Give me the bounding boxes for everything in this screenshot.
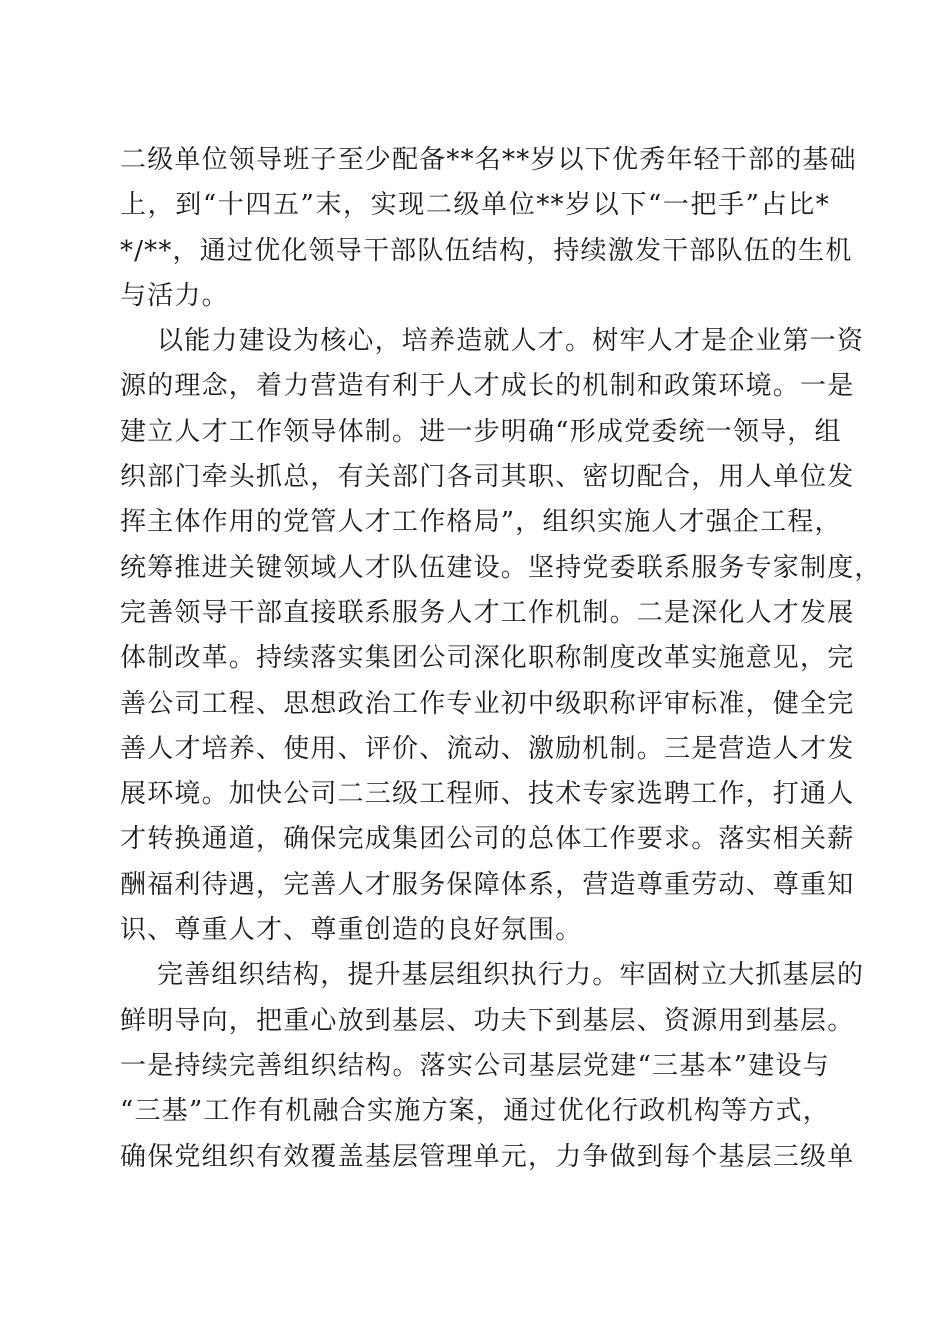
text-line: 确保党组织有效覆盖基层管理单元，力争做到每个基层三级单 <box>120 1141 855 1172</box>
text-line: 酬福利待遇，完善人才服务保障体系，营造尊重劳动、尊重知 <box>120 869 855 900</box>
text-line: 挥主体作用的党管人才工作格局”，组织实施人才强企工程， <box>120 507 842 538</box>
text-line: 善人才培养、使用、评价、流动、激励机制。三是营造人才发 <box>120 733 855 764</box>
text-line: “三基”工作有机融合实施方案，通过优化行政机构等方式， <box>120 1096 830 1127</box>
document-body <box>120 138 882 1180</box>
text-line: 建立人才工作领导体制。进一步明确“形成党委统一领导，组 <box>120 416 842 447</box>
text-line: 源的理念，着力营造有利于人才成长的机制和政策环境。一是 <box>120 371 855 402</box>
paragraph-lead-line: 以能力建设为核心，培养造就人才。树牢人才是企业第一资 <box>157 326 865 357</box>
paragraph-lead-line: 完善组织结构，提升基层组织执行力。牢固树立大抓基层的 <box>157 960 865 991</box>
text-line: 织部门牵头抓总，有关部门各司其职、密切配合，用人单位发 <box>120 462 855 493</box>
text-line: 上，到“十四五”末，实现二级单位**岁以下“一把手”占比* <box>120 190 830 221</box>
text-line: 识、尊重人才、尊重创造的良好氛围。 <box>120 915 583 946</box>
text-line: 展环境。加快公司二三级工程师、技术专家选聘工作，打通人 <box>120 779 855 810</box>
text-line: 善公司工程、思想政治工作专业初中级职称评审标准，健全完 <box>120 688 855 719</box>
text-line: 鲜明导向，把重心放到基层、功夫下到基层、资源用到基层。 <box>120 1005 855 1036</box>
text-line: 与活力。 <box>120 280 229 311</box>
text-line: 完善领导干部直接联系服务人才工作机制。二是深化人才发展 <box>120 597 855 628</box>
text-line: */**，通过优化领导干部队伍结构，持续激发干部队伍的生机 <box>120 235 853 266</box>
text-line: 二级单位领导班子至少配备**名**岁以下优秀年轻干部的基础 <box>120 145 857 175</box>
text-line: 统筹推进关键领域人才队伍建设。坚持党委联系服务专家制度， <box>120 552 882 583</box>
text-line: 才转换通道，确保完成集团公司的总体工作要求。落实相关薪 <box>120 824 855 855</box>
text-line: 体制改革。持续落实集团公司深化职称制度改革实施意见，完 <box>120 643 855 674</box>
text-line: 一是持续完善组织结构。落实公司基层党建“三基本”建设与 <box>120 1050 830 1081</box>
